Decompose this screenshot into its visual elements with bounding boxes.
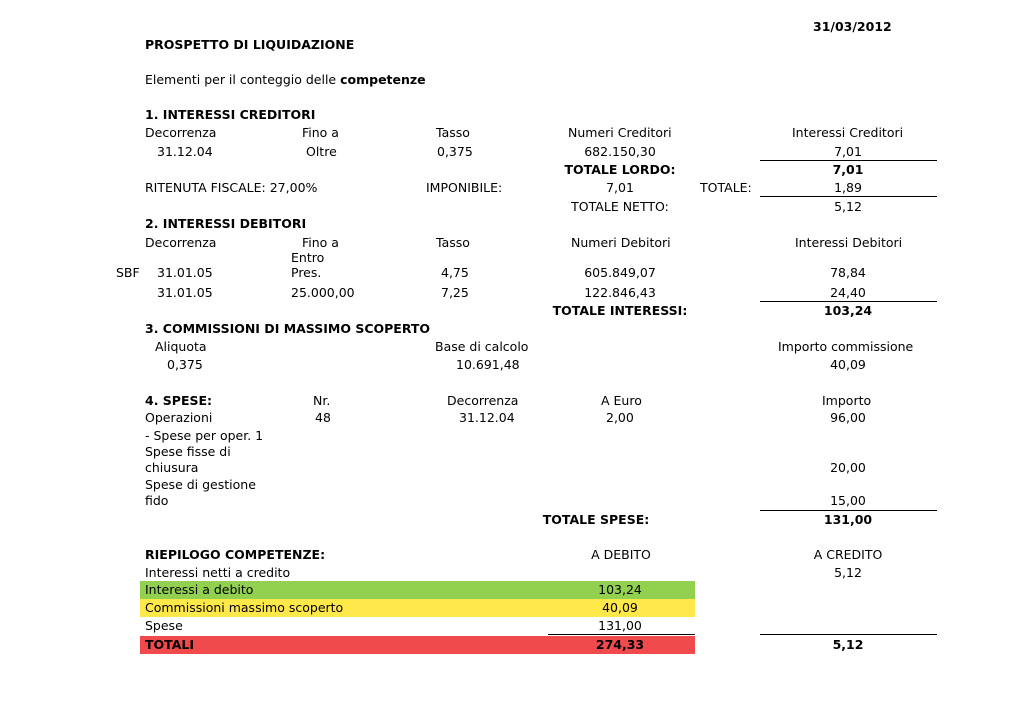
totali-label: TOTALI [145,637,194,652]
row-decorrenza: 31.01.05 [157,265,213,280]
row-fino-a: Pres. [291,265,322,280]
spese-fisse-label-line2: chiusura [145,460,199,475]
row-tasso: 7,25 [441,285,469,300]
divider [760,634,937,635]
totali-debito: 274,33 [595,637,645,652]
totale-ritenuta-value: 1,89 [834,180,862,195]
row-tasso: 4,75 [441,265,469,280]
row-tasso: 0,375 [437,144,473,159]
row-numeri: 605.849,07 [584,265,656,280]
col-header-interessi-creditori: Interessi Creditori [792,125,904,140]
spese-fisse-label-line1: Spese fisse di [145,444,231,459]
totale-netto-label: TOTALE NETTO: [571,199,669,214]
riepilogo-row-label: Spese [145,618,183,633]
col-header-decorrenza: Decorrenza [145,125,217,140]
row-fino-a: Oltre [306,144,337,159]
divider [548,634,695,635]
row-decorrenza: 31.12.04 [157,144,213,159]
section-interessi-creditori-heading: 1. INTERESSI CREDITORI [145,107,316,122]
row-fino-a: 25.000,00 [291,285,355,300]
col-header-a-debito: A DEBITO [591,547,651,562]
totale-interessi-value: 103,24 [823,303,873,318]
spese-gestione-label-line2: fido [145,493,169,508]
riepilogo-row-credito: 5,12 [834,565,862,580]
col-header-fino-a: Fino a [302,125,339,140]
commissione-base: 10.691,48 [456,357,520,372]
col-header-numeri-debitori: Numeri Debitori [571,235,671,250]
ritenuta-fiscale-label: RITENUTA FISCALE: 27,00% [145,180,318,195]
riepilogo-row-debito: 103,24 [598,582,642,597]
col-header-base-di-calcolo: Base di calcolo [435,339,529,354]
spese-operazioni-decorrenza: 31.12.04 [459,410,515,425]
row-numeri: 682.150,30 [584,144,656,159]
col-header-aliquota: Aliquota [155,339,207,354]
riepilogo-row-label: Interessi a debito [145,582,254,597]
col-header-interessi-debitori: Interessi Debitori [795,235,903,250]
section-spese-heading: 4. SPESE: [145,393,213,408]
col-header-importo-commissione: Importo commissione [778,339,914,354]
totale-spese-value: 131,00 [823,512,873,527]
spese-per-oper: - Spese per oper. 1 [145,428,264,443]
document-subtitle: Elementi per il conteggio delle competenze [145,72,426,87]
col-header-a-euro: A Euro [601,393,642,408]
spese-operazioni-importo: 96,00 [830,410,866,425]
imponibile-value: 7,01 [606,180,634,195]
divider [760,301,937,302]
col-header-decorrenza: Decorrenza [447,393,519,408]
section-riepilogo-heading: RIEPILOGO COMPETENZE: [145,547,326,562]
spese-operazioni-nr: 48 [315,410,331,425]
section-interessi-debitori-heading: 2. INTERESSI DEBITORI [145,216,307,231]
riepilogo-row-label: Commissioni massimo scoperto [145,600,344,615]
col-header-tasso: Tasso [436,125,470,140]
row-interessi: 24,40 [830,285,866,300]
section-commissioni-heading: 3. COMMISSIONI DI MASSIMO SCOPERTO [145,321,431,336]
col-header-importo: Importo [822,393,872,408]
row-interessi: 78,84 [830,265,866,280]
divider [760,510,937,511]
totale-lordo-value: 7,01 [832,162,864,177]
totali-credito: 5,12 [832,637,864,652]
spese-gestione-label-line1: Spese di gestione [145,477,256,492]
col-header-tasso: Tasso [436,235,470,250]
divider [760,160,937,161]
document-date: 31/03/2012 [813,19,892,34]
totale-netto-value: 5,12 [834,199,862,214]
commissione-importo: 40,09 [830,357,866,372]
totale-spese-label: TOTALE SPESE: [542,512,650,527]
riepilogo-row-debito: 131,00 [598,618,642,633]
spese-gestione-importo: 15,00 [830,493,866,508]
document-title: PROSPETTO DI LIQUIDAZIONE [145,37,355,52]
col-header-fino-a: Fino a [302,235,339,250]
row-prefix-sbf: SBF [116,265,140,280]
commissione-aliquota: 0,375 [167,357,203,372]
totale-ritenuta-label: TOTALE: [700,180,752,195]
totale-lordo-label: TOTALE LORDO: [564,162,676,177]
row-fino-a-top: Entro [291,250,325,265]
row-numeri: 122.846,43 [584,285,656,300]
row-decorrenza: 31.01.05 [157,285,213,300]
riepilogo-row-label: Interessi netti a credito [145,565,291,580]
spese-fisse-importo: 20,00 [830,460,866,475]
spese-operazioni-label: Operazioni [145,410,213,425]
totale-interessi-label: TOTALE INTERESSI: [552,303,688,318]
row-interessi: 7,01 [834,144,862,159]
col-header-decorrenza: Decorrenza [145,235,217,250]
col-header-numeri-creditori: Numeri Creditori [568,125,672,140]
imponibile-label: IMPONIBILE: [426,180,503,195]
divider [760,196,937,197]
riepilogo-row-debito: 40,09 [602,600,638,615]
col-header-a-credito: A CREDITO [813,547,883,562]
spese-operazioni-euro: 2,00 [606,410,634,425]
col-header-nr: Nr. [313,393,331,408]
